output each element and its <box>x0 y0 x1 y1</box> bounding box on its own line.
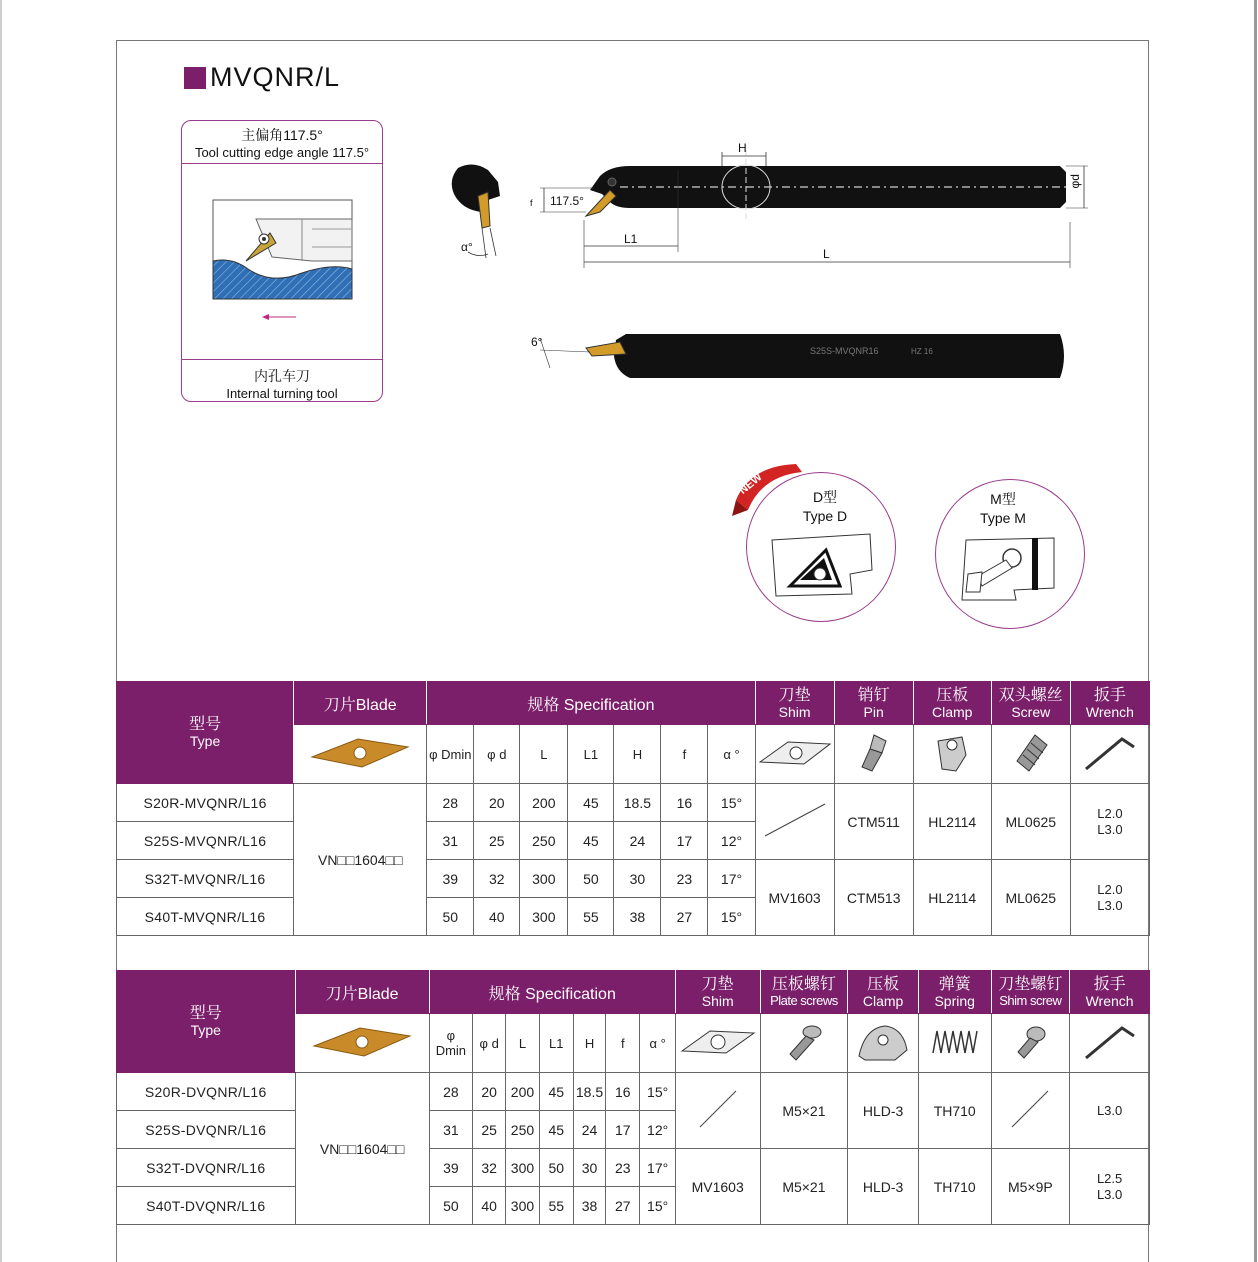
cell-f: 16 <box>606 1073 640 1111</box>
wrench-image-cell <box>1070 1014 1150 1073</box>
info-box <box>181 120 383 402</box>
type-d-en: Type D <box>802 508 848 524</box>
title-square-icon <box>184 67 206 89</box>
pin-cell-g2: CTM513 <box>834 860 913 936</box>
type-d-cn: D型 <box>812 489 838 505</box>
cell-h: 30 <box>614 860 661 898</box>
cell-h: 18.5 <box>573 1073 605 1111</box>
pin-header: 销钉 Pin <box>834 682 913 725</box>
cell-alpha: 12° <box>708 822 755 860</box>
cell-dmin: 50 <box>427 898 474 936</box>
cell-l1: 45 <box>568 822 614 860</box>
clamp-cell-g2: HL2114 <box>913 860 991 936</box>
screw-cell-g2: ML0625 <box>991 860 1070 936</box>
cell-d: 20 <box>474 784 520 822</box>
cell-alpha: 17° <box>640 1149 675 1187</box>
cell-alpha: 12° <box>640 1111 675 1149</box>
type-header: 型号 Type <box>117 682 294 784</box>
info-box-header <box>182 121 382 164</box>
l-dimension-label: L <box>823 247 830 261</box>
blade-code-cell: VN□□1604□□ <box>295 1073 429 1225</box>
cell-l1: 50 <box>568 860 614 898</box>
plate-screw-icon <box>782 1020 826 1064</box>
new-label: NEW <box>737 471 765 497</box>
cell-alpha: 15° <box>708 784 755 822</box>
col-alpha: α ° <box>640 1014 675 1073</box>
cell-h: 24 <box>614 822 661 860</box>
blade-insert-cell <box>294 725 427 784</box>
pin-cell-g1: CTM511 <box>834 784 913 860</box>
cell-l1: 55 <box>568 898 614 936</box>
clamp-header: 压板 Clamp <box>848 971 919 1014</box>
wrench-image-cell <box>1070 725 1149 784</box>
type-d-label <box>790 488 860 526</box>
cell-dmin: 31 <box>427 822 474 860</box>
clamp-icon <box>930 731 974 775</box>
wrench-icon <box>1082 733 1138 773</box>
spec-header: 规格 Specification <box>427 682 755 725</box>
col-l: L <box>506 1014 539 1073</box>
clamp-image-cell <box>848 1014 919 1073</box>
cell-d: 25 <box>474 822 520 860</box>
cell-l1: 45 <box>539 1111 573 1149</box>
cell-l: 300 <box>520 860 568 898</box>
wrench-cell-g1: L3.0 <box>1070 1073 1150 1149</box>
cell-d: 40 <box>474 898 520 936</box>
none-slash-icon <box>696 1089 740 1129</box>
blade-code-cell: VN□□1604□□ <box>294 784 427 936</box>
col-f: f <box>606 1014 640 1073</box>
spring-image-cell <box>918 1014 991 1073</box>
tool-type-en: Internal turning tool <box>226 386 338 401</box>
cell-l1: 50 <box>539 1149 573 1187</box>
cell-d: 32 <box>474 860 520 898</box>
screw-header: 双头螺丝 Screw <box>991 682 1070 725</box>
cell-f: 16 <box>661 784 708 822</box>
wrench-header: 扳手 Wrench <box>1070 682 1149 725</box>
type-row-2: S25S-MVQNR/L16 <box>117 822 294 860</box>
type-row-2: S25S-DVQNR/L16 <box>117 1111 296 1149</box>
shim-screw-none-cell <box>991 1073 1070 1149</box>
shim-cell-g2: MV1603 <box>755 860 834 936</box>
cell-alpha: 15° <box>708 898 755 936</box>
cell-dmin: 28 <box>427 784 474 822</box>
h-dimension-label: H <box>738 141 747 155</box>
cell-f: 23 <box>661 860 708 898</box>
shim-icon <box>758 740 832 766</box>
internal-turning-illustration <box>212 199 354 301</box>
shim-cell-g2: MV1603 <box>675 1149 760 1225</box>
phi-d-dimension-label: φd <box>1068 174 1082 189</box>
feed-direction-arrow-icon <box>262 313 298 321</box>
pin-image-cell <box>834 725 913 784</box>
cell-l1: 45 <box>568 784 614 822</box>
spec-table-dvqnr <box>116 970 1150 1225</box>
new-label-cn: 新 <box>760 491 786 517</box>
shim-none-cell <box>675 1073 760 1149</box>
cell-h: 30 <box>573 1149 605 1187</box>
spec-table-mvqnr <box>116 681 1150 936</box>
plate-screw-image-cell <box>760 1014 848 1073</box>
col-d: φ d <box>474 725 520 784</box>
pin-icon <box>852 731 896 775</box>
section-title <box>184 62 340 93</box>
cell-f: 23 <box>606 1149 640 1187</box>
info-box-footer <box>182 359 382 402</box>
spring-cell-g2: TH710 <box>918 1149 991 1225</box>
clamp-cell-g2: HLD-3 <box>848 1149 919 1225</box>
type-row-3: S32T-DVQNR/L16 <box>117 1149 296 1187</box>
spring-icon <box>929 1027 981 1057</box>
cell-f: 17 <box>661 822 708 860</box>
blade-header: 刀片Blade <box>294 682 427 725</box>
f-dimension-label: f <box>530 198 533 208</box>
clamp-image-cell <box>913 725 991 784</box>
spring-cell-g1: TH710 <box>918 1073 991 1149</box>
cell-alpha: 17° <box>708 860 755 898</box>
wrench-cell-g2: L2.5 L3.0 <box>1070 1149 1150 1225</box>
cell-l: 300 <box>506 1149 539 1187</box>
cell-l: 300 <box>506 1187 539 1225</box>
type-m-cn: M型 <box>990 491 1016 507</box>
plate-screws-header: 压板螺钉 Plate screws <box>760 971 848 1014</box>
clamp-cell-g1: HL2114 <box>913 784 991 860</box>
six-degree-label: 6° <box>531 335 543 349</box>
col-dmin: φ Dmin <box>427 725 474 784</box>
cell-l: 200 <box>520 784 568 822</box>
tool-end-view-drawing <box>448 160 508 260</box>
cell-dmin: 39 <box>429 1149 472 1187</box>
shim-screw-image-cell <box>991 1014 1070 1073</box>
cell-dmin: 28 <box>429 1073 472 1111</box>
cell-l: 300 <box>520 898 568 936</box>
type-d-clamp-icon <box>770 530 874 600</box>
screw-icon <box>1009 731 1053 775</box>
cell-f: 27 <box>606 1187 640 1225</box>
type-m-en: Type M <box>980 510 1026 526</box>
col-h: H <box>614 725 661 784</box>
cell-d: 32 <box>473 1149 506 1187</box>
cell-l: 200 <box>506 1073 539 1111</box>
clamp-icon <box>855 1020 911 1064</box>
clamp-cell-g1: HLD-3 <box>848 1073 919 1149</box>
screw-cell-g1: ML0625 <box>991 784 1070 860</box>
spec-header: 规格 Specification <box>429 971 675 1014</box>
plate-cell-g1: M5×21 <box>760 1073 848 1149</box>
cell-h: 38 <box>573 1187 605 1225</box>
bar-marking: S25S-MVQNR16 <box>810 346 879 356</box>
col-f: f <box>661 725 708 784</box>
alpha-label: α° <box>461 240 473 254</box>
col-d: φ d <box>473 1014 506 1073</box>
col-h: H <box>573 1014 605 1073</box>
insert-icon <box>308 735 412 771</box>
clamp-header: 压板 Clamp <box>913 682 991 725</box>
spring-header: 弹簧 Spring <box>918 971 991 1014</box>
cell-f: 27 <box>661 898 708 936</box>
l1-dimension-label: L1 <box>624 232 638 246</box>
none-slash-icon <box>763 802 827 838</box>
type-header: 型号 Type <box>117 971 296 1073</box>
wrench-cell-g1: L2.0 L3.0 <box>1070 784 1149 860</box>
cell-dmin: 31 <box>429 1111 472 1149</box>
shim-icon <box>680 1029 756 1055</box>
cell-h: 38 <box>614 898 661 936</box>
insert-icon <box>310 1024 414 1060</box>
type-row-4: S40T-DVQNR/L16 <box>117 1187 296 1225</box>
cell-f: 17 <box>606 1111 640 1149</box>
shim-header: 刀垫 Shim <box>675 971 760 1014</box>
cell-l1: 55 <box>539 1187 573 1225</box>
blade-insert-cell <box>295 1014 429 1073</box>
cell-dmin: 50 <box>429 1187 472 1225</box>
shim-screw-header: 刀垫螺钉 Shim screw <box>991 971 1070 1014</box>
cell-l: 250 <box>520 822 568 860</box>
type-row-3: S32T-MVQNR/L16 <box>117 860 294 898</box>
page-edge-right <box>1254 0 1257 1262</box>
shim-none-cell <box>755 784 834 860</box>
cell-h: 18.5 <box>614 784 661 822</box>
cell-d: 25 <box>473 1111 506 1149</box>
bar-marking-size: HZ 16 <box>911 347 933 356</box>
cutting-angle-en: Tool cutting edge angle 117.5° <box>194 145 370 160</box>
cell-d: 40 <box>473 1187 506 1225</box>
blade-header: 刀片Blade <box>295 971 429 1014</box>
cell-alpha: 15° <box>640 1187 675 1225</box>
shim-image-cell <box>755 725 834 784</box>
wrench-icon <box>1082 1022 1138 1062</box>
plate-cell-g2: M5×21 <box>760 1149 848 1225</box>
page-title: MVQNR/L <box>210 62 341 92</box>
cell-l: 250 <box>506 1111 539 1149</box>
wrench-header: 扳手 Wrench <box>1070 971 1150 1014</box>
type-m-clamp-icon <box>958 534 1062 604</box>
cutting-angle-cn: 主偏角117.5° <box>241 127 323 143</box>
shim-header: 刀垫 Shim <box>755 682 834 725</box>
type-row-1: S20R-DVQNR/L16 <box>117 1073 296 1111</box>
cutting-angle-label: 117.5° <box>550 194 584 208</box>
shim-image-cell <box>675 1014 760 1073</box>
shim-screw-icon <box>1008 1020 1052 1064</box>
cell-d: 20 <box>473 1073 506 1111</box>
shim-screw-cell-g2: M5×9P <box>991 1149 1070 1225</box>
page-edge-left <box>0 0 2 1262</box>
type-row-1: S20R-MVQNR/L16 <box>117 784 294 822</box>
type-row-4: S40T-MVQNR/L16 <box>117 898 294 936</box>
col-l: L <box>520 725 568 784</box>
col-l1: L1 <box>568 725 614 784</box>
tool-side-view-drawing <box>520 140 1100 270</box>
col-alpha: α ° <box>708 725 755 784</box>
cell-l1: 45 <box>539 1073 573 1111</box>
cell-alpha: 15° <box>640 1073 675 1111</box>
tool-type-cn: 内孔车刀 <box>254 368 310 384</box>
type-m-label <box>968 490 1038 528</box>
none-slash-icon <box>1008 1089 1052 1129</box>
screw-image-cell <box>991 725 1070 784</box>
col-l1: L1 <box>539 1014 573 1073</box>
col-dmin: φ Dmin <box>429 1014 472 1073</box>
cell-h: 24 <box>573 1111 605 1149</box>
wrench-cell-g2: L2.0 L3.0 <box>1070 860 1149 936</box>
tool-top-view-drawing <box>530 326 1070 386</box>
cell-dmin: 39 <box>427 860 474 898</box>
